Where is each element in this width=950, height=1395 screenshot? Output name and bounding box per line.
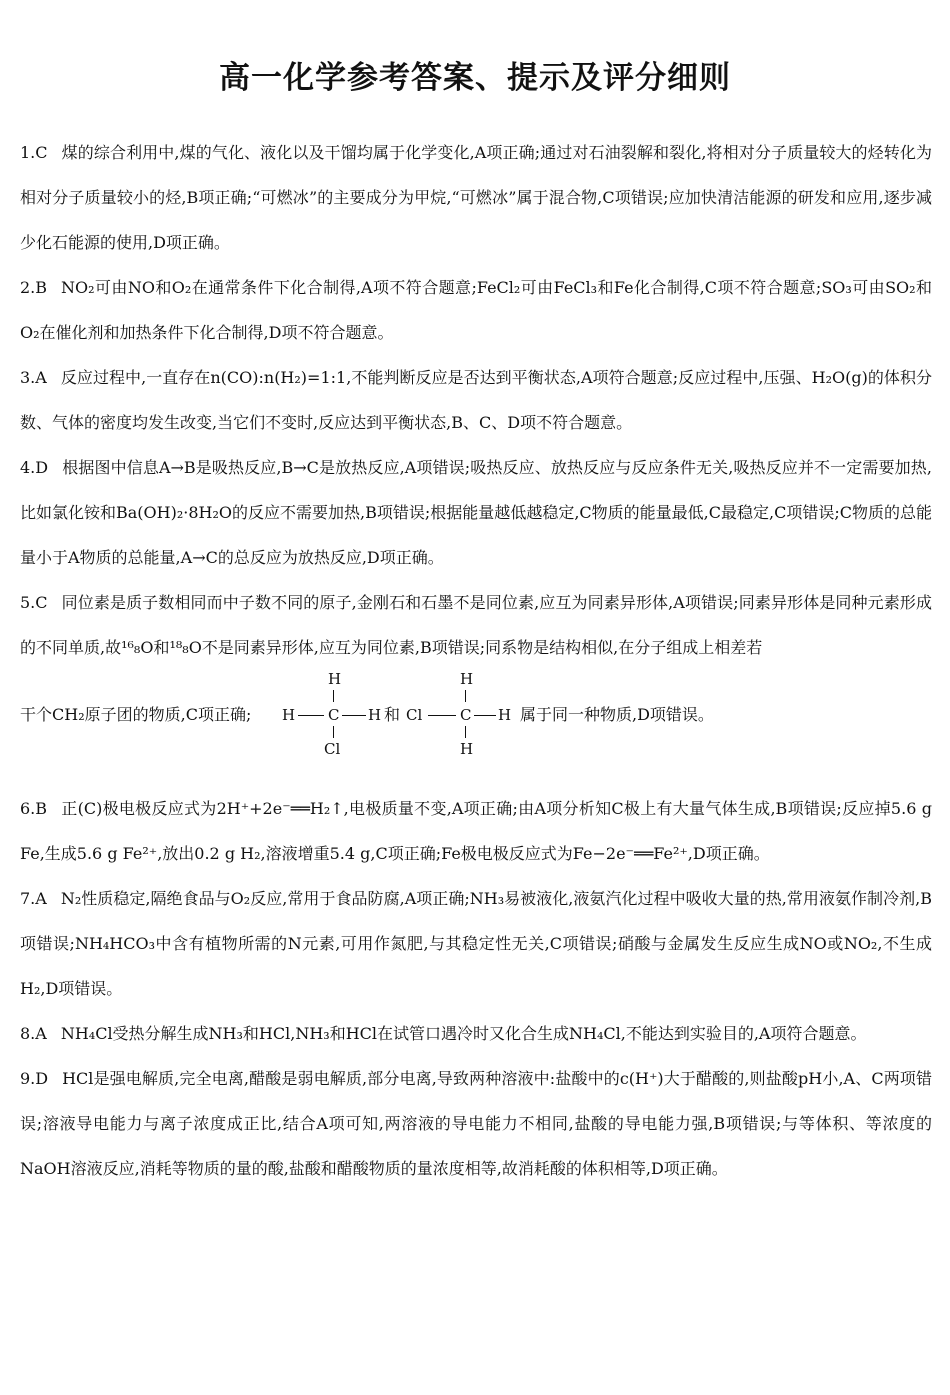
explanation-text: 反应过程中,一直存在n(CO):n(H₂)=1:1,不能判断反应是否达到平衡状态,A项符合题意;反应过程中,压强、H₂O(g)的体积分数、气体的密度均发生改变,当它们不变时,反应达到平衡状态,B、C、D项不符合题意。 xyxy=(20,368,932,432)
question-3 xyxy=(20,355,932,445)
structural-formula-ch3cl-2 xyxy=(406,670,516,786)
question-number: 2. xyxy=(20,278,36,297)
answer-letter: A xyxy=(35,1024,47,1043)
page-title: 高一化学参考答案、提示及评分细则 xyxy=(219,60,731,96)
bond-vertical xyxy=(333,690,334,702)
question-number: 3. xyxy=(20,368,36,387)
answer-list xyxy=(20,130,932,1191)
answer-letter: C xyxy=(35,593,48,612)
atom-left: Cl xyxy=(406,706,423,724)
question-number: 9. xyxy=(20,1069,36,1088)
question-number: 4. xyxy=(20,458,36,477)
question-5 xyxy=(20,580,932,670)
explanation-text: HCl是强电解质,完全电离,醋酸是弱电解质,部分电离,导致两种溶液中:盐酸中的c(H⁺)大于醋酸的,则盐酸pH小,A、C两项错误;溶液导电能力与离子浓度成正比,结合A项可知,两溶液的导电能力不相同,盐酸的导电能力强,B项错误;与等体积、等浓度的NaOH溶液反应,消耗等物质的量的酸,盐酸和醋酸物质的量浓度相等,故消耗酸的体积相等,D项正确。 xyxy=(20,1069,932,1178)
question-number: 5. xyxy=(20,593,36,612)
bond-horizontal xyxy=(474,715,496,716)
answer-letter: A xyxy=(35,368,47,387)
question-9 xyxy=(20,1056,932,1191)
structural-formula-ch3cl-1 xyxy=(282,670,392,786)
atom-bottom: H xyxy=(460,740,474,758)
question-2 xyxy=(20,265,932,355)
bond-vertical xyxy=(465,690,466,702)
answer-letter: B xyxy=(35,799,48,818)
question-number: 8. xyxy=(20,1024,36,1043)
answer-letter: A xyxy=(35,889,47,908)
explanation-text: 根据图中信息A→B是吸热反应,B→C是放热反应,A项错误;吸热反应、放热反应与反应条件无关,吸热反应并不一定需要加热,比如氯化铵和Ba(OH)₂·8H₂O的反应不需要加热,B项错误;根据能量越低越稳定,C物质的能量最低,C最稳定,C项错误;C物质的总能量小于A物质的总能量,A→C的总反应为放热反应,D项正确。 xyxy=(20,458,932,567)
formula-text-before: 干个CH₂原子团的物质,C项正确; xyxy=(20,705,252,724)
bond-horizontal xyxy=(342,715,366,716)
explanation-text: 同位素是质子数相同而中子数不同的原子,金刚石和石墨不是同位素,应互为同素异形体,A项错误;同素异形体是同种元素形成的不同单质,故¹⁶₈O和¹⁸₈O不是同素异形体,应互为同位素,B项错误;同系物是结构相似,在分子组成上相差若 xyxy=(20,593,932,657)
explanation-text: 煤的综合利用中,煤的气化、液化以及干馏均属于化学变化,A项正确;通过对石油裂解和裂化,将相对分子质量较大的烃转化为相对分子质量较小的烃,B项正确;“可燃冰”的主要成分为甲烷,“可燃冰”属于混合物,C项错误;应加快清洁能源的研发和应用,逐步减少化石能源的使用,D项正确。 xyxy=(20,143,932,252)
atom-center: C xyxy=(460,706,472,724)
atom-left: H xyxy=(282,706,296,724)
question-number: 6. xyxy=(20,799,36,818)
explanation-text: NH₄Cl受热分解生成NH₃和HCl,NH₃和HCl在试管口遇冷时又化合生成NH₄Cl,不能达到实验目的,A项符合题意。 xyxy=(60,1024,867,1043)
explanation-text: N₂性质稳定,隔绝食品与O₂反应,常用于食品防腐,A项正确;NH₃易被液化,液氨汽化过程中吸收大量的热,常用液氨作制冷剂,B项错误;NH₄HCO₃中含有植物所需的N元素,可用作氮肥,与其稳定性无关,C项错误;硝酸与金属发生反应生成NO或NO₂,不生成H₂,D项错误。 xyxy=(20,889,932,998)
structural-formula-row xyxy=(20,670,932,786)
formula-text-after: 属于同一种物质,D项错误。 xyxy=(520,705,714,724)
answer-letter: C xyxy=(35,143,48,162)
answer-letter: B xyxy=(35,278,48,297)
explanation-text: 正(C)极电极反应式为2H⁺+2e⁻══H₂↑,电极质量不变,A项正确;由A项分析知C极上有大量气体生成,B项错误;反应掉5.6 g Fe,生成5.6 g Fe²⁺,放出0.2 g H₂,溶液增重5.4 g,C项正确;Fe极电极反应式为Fe−2e⁻══Fe²⁺,D项正确。 xyxy=(20,799,932,863)
atom-bottom: Cl xyxy=(324,740,341,758)
atom-center: C xyxy=(328,706,340,724)
atom-top: H xyxy=(460,670,474,688)
question-6 xyxy=(20,786,932,876)
bond-vertical xyxy=(333,726,334,738)
bond-vertical xyxy=(465,726,466,738)
answer-letter: D xyxy=(35,1069,49,1088)
explanation-text: NO₂可由NO和O₂在通常条件下化合制得,A项不符合题意;FeCl₂可由FeCl₃和Fe化合制得,C项不符合题意;SO₃可由SO₂和O₂在催化剂和加热条件下化合制得,D项不符合题意。 xyxy=(20,278,932,342)
question-number: 1. xyxy=(20,143,36,162)
atom-top: H xyxy=(328,670,342,688)
atom-right: H xyxy=(498,706,512,724)
bond-horizontal xyxy=(428,715,456,716)
bond-horizontal xyxy=(298,715,324,716)
question-7 xyxy=(20,876,932,1011)
atom-right: H xyxy=(368,706,382,724)
question-4 xyxy=(20,445,932,580)
question-8 xyxy=(20,1011,932,1056)
conjunction-text: 和 xyxy=(384,705,401,724)
answer-letter: D xyxy=(35,458,49,477)
question-number: 7. xyxy=(20,889,36,908)
question-1 xyxy=(20,130,932,265)
